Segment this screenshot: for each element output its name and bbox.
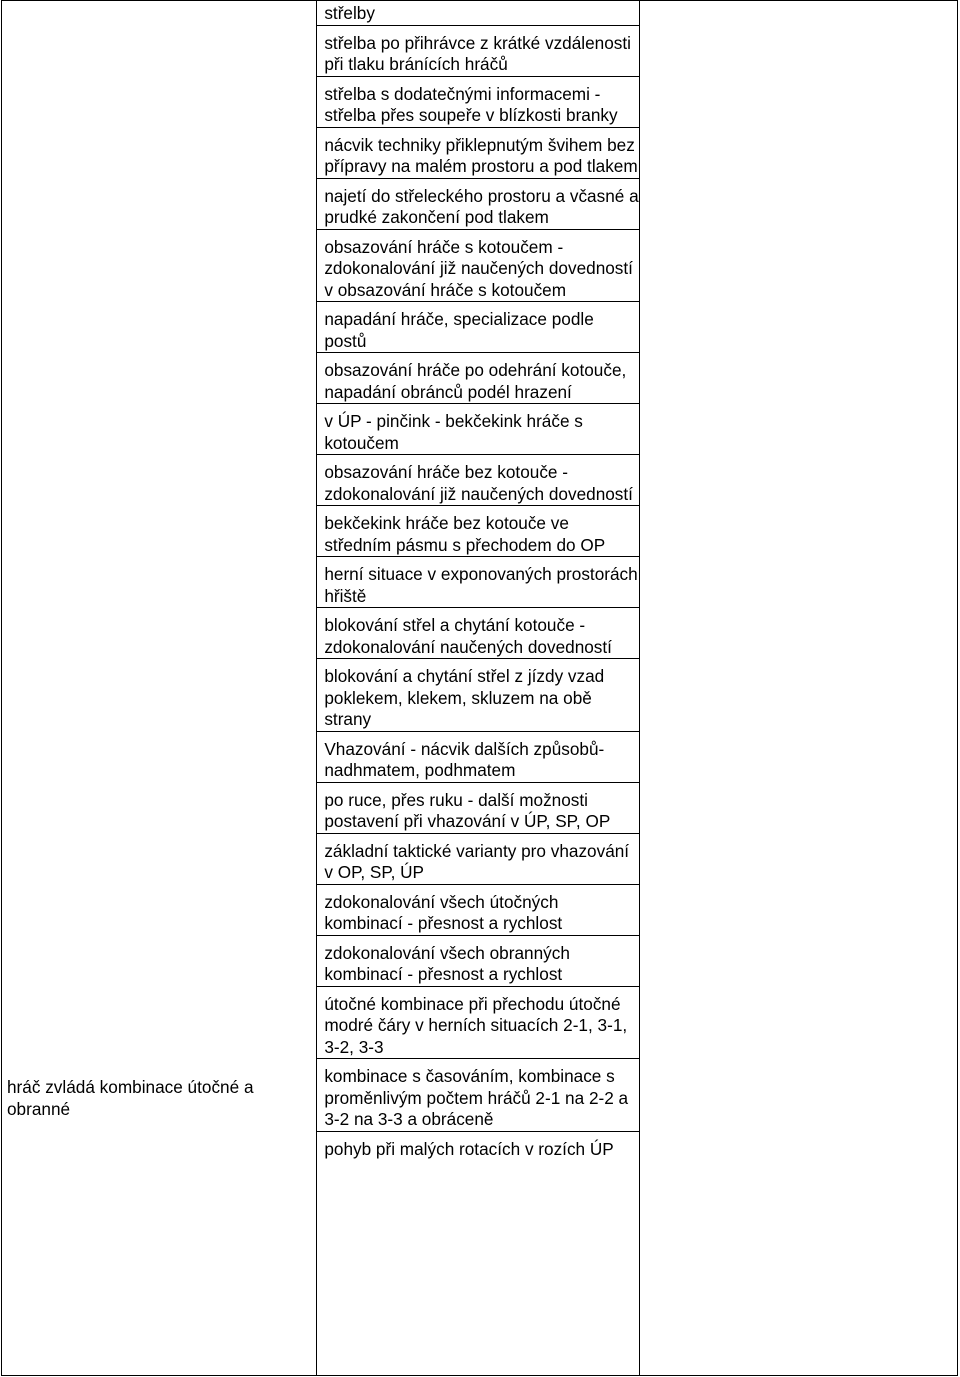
competency-text: hráč zvládá kombinace útočné a obranné: [7, 1077, 254, 1119]
list-item: obsazování hráče po odehrání kotouče, napadání obránců podél hrazení: [317, 352, 638, 403]
list-item: útočné kombinace při přechodu útočné modré čáry v herních situacích 2-1, 3-1, 3-2, 3-3: [317, 986, 638, 1059]
skill-list: [317, 1, 638, 1160]
list-item: základní taktické varianty pro vhazování v OP, SP, ÚP: [317, 833, 638, 884]
list-item: napadání hráče, specializace podle postů: [317, 301, 638, 352]
list-item: zdokonalování všech obranných kombinací - přesnost a rychlost: [317, 935, 638, 986]
list-item: obsazování hráče s kotoučem - zdokonalování již naučených dovedností v obsazování hráče s kotoučem: [317, 229, 638, 302]
list-item: zdokonalování všech útočných kombinací - přesnost a rychlost: [317, 884, 638, 935]
list-item: střelby: [324, 3, 375, 23]
list-item: pohyb při malých rotacích v rozích ÚP: [317, 1131, 638, 1161]
list-item: obsazování hráče bez kotouče - zdokonalování již naučených dovedností: [317, 454, 638, 505]
list-item: nácvik techniky přiklepnutým švihem bez přípravy na malém prostoru a pod tlakem: [317, 127, 638, 178]
list-item: Vhazování - nácvik dalších způsobů-nadhmatem, podhmatem: [317, 731, 638, 782]
right-column-cell: [639, 1, 957, 1376]
left-column-cell: [2, 1, 317, 1376]
table-row: [2, 1, 958, 1376]
list-item: v ÚP - pinčink - bekčekink hráče s kotoučem: [317, 403, 638, 454]
list-item: najetí do střeleckého prostoru a včasné a prudké zakončení pod tlakem: [317, 178, 638, 229]
list-item: střelba po přihrávce z krátké vzdálenosti při tlaku bránících hráčů: [317, 25, 638, 76]
list-item: herní situace v exponovaných prostorách hřiště: [317, 556, 638, 607]
list-item: kombinace s časováním, kombinace s proměnlivým počtem hráčů 2-1 na 2-2 a 3-2 na 3-3 a obráceně: [317, 1058, 638, 1131]
list-item: po ruce, přes ruku - další možnosti postavení při vhazování v ÚP, SP, OP: [317, 782, 638, 833]
list-item: střelba s dodatečnými informacemi - střelba přes soupeře v blízkosti branky: [317, 76, 638, 127]
middle-column-cell: [317, 1, 639, 1376]
list-item: blokování střel a chytání kotouče - zdokonalování naučených dovedností: [317, 607, 638, 658]
curriculum-table: [1, 0, 958, 1376]
list-item: blokování a chytání střel z jízdy vzad poklekem, klekem, skluzem na obě strany: [317, 658, 638, 731]
list-item: bekčekink hráče bez kotouče ve středním pásmu s přechodem do OP: [317, 505, 638, 556]
